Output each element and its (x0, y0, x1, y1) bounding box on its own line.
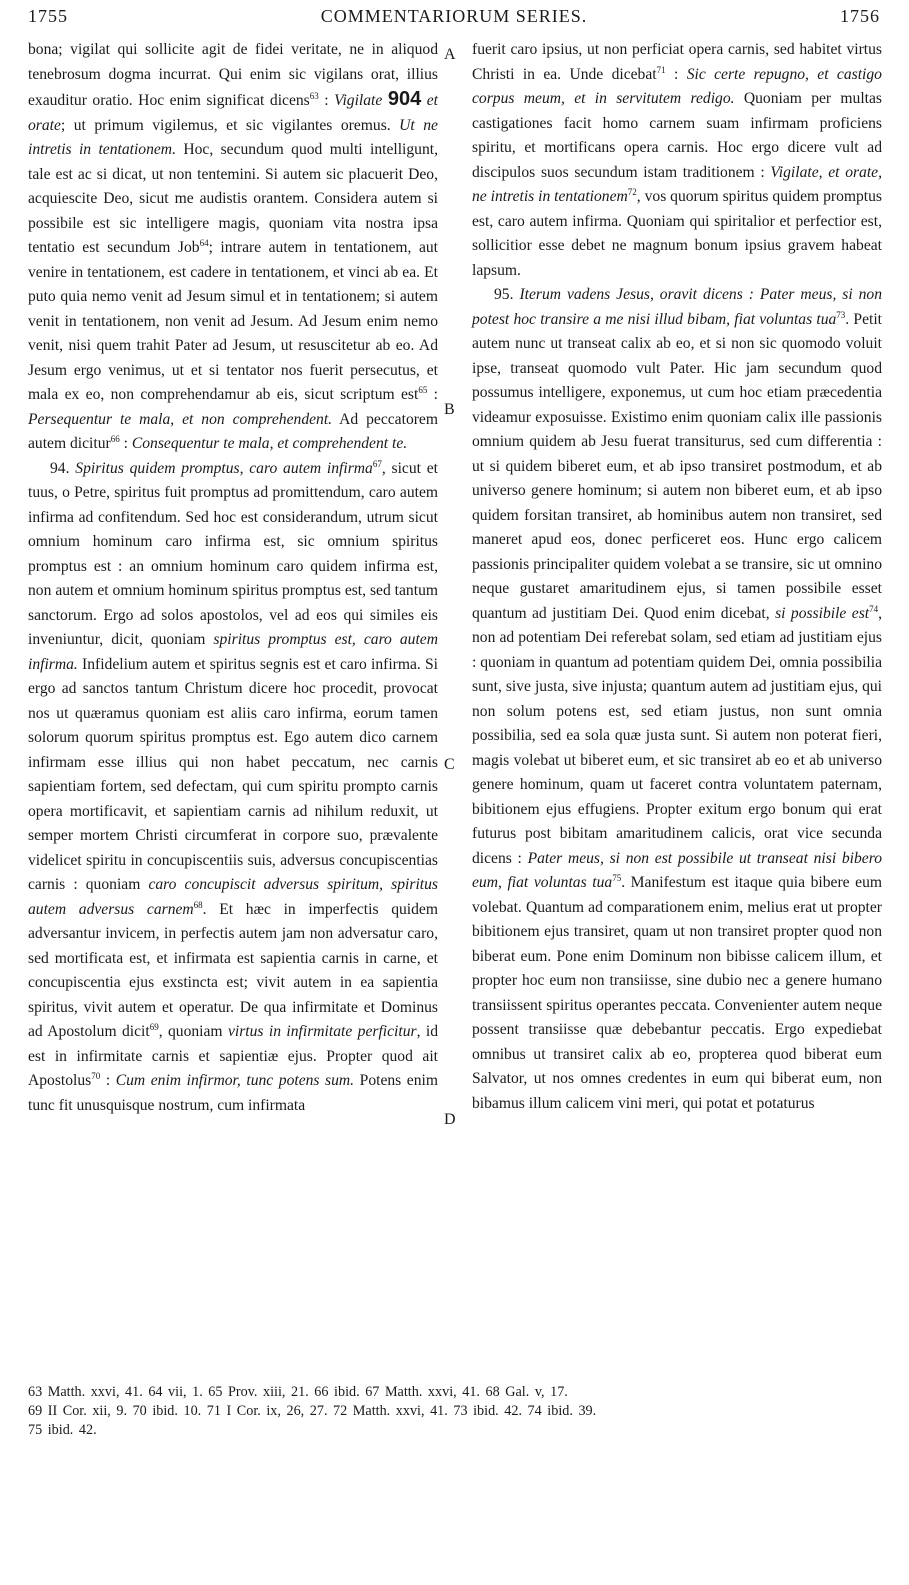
footnote-line: 63 Matth. xxvi, 41. 64 vii, 1. 65 Prov. xiii, 21. 66 ibid. 67 Matth. xxvi, 41. 68 Gal. v, 17. (28, 1384, 568, 1400)
right-column (472, 38, 882, 1116)
section-number: 95. (494, 286, 514, 303)
section-number: 94. (50, 459, 70, 477)
running-title: COMMENTARIORUM SERIES. (320, 6, 588, 26)
margin-marker-d: D (444, 1111, 456, 1128)
paragraph: bona; vigilat qui sollicite agit de fidei veritate, ne in aliquod tenebrosum dogma incurrat. Qui enim sic vigilans orat, illius exauditur oratio. Hoc enim significat dicens$^{63}$ : Vigilate 904 et orate; ut primum vigilemus, et sic vigilantes oremus. Ut ne intretis in tentationem. Hoc, secundum quod multi intelligunt, tale est ac si dicat, ut non tentemini. Si autem sic placuerit Deo, acquiescite Deo, sicut me audistis orantem. Considera autem si possibile est sic intelligere magis, quoniam vita nostra ipsa tentatio est secundum Job$^{64}$; intrare autem in tentationem, aut venire in tentationem, est cadere in tentationem, et vinci ab ea. Et puto quia nemo venit ad Jesum simul et in tentationem; si autem venit in tentationem, non venit ad Jesum. Ad Jesum enim nemo venit, nisi quem trahit Pater ad Jesum, ut resuscitetur ab eo. Ad Jesum ergo venimus, ut et si tentator nos fuerit persecutus, et mala ex eo, non comprehendamur ab eis, sicut scriptum est$^{65}$ : Persequentur te mala, et non comprehendent. Ad peccatorem autem dicitur$^{66}$ : Consequentur te mala, et comprehendent te. (28, 41, 438, 452)
margin-marker-c: C (444, 756, 455, 773)
margin-marker-a: A (444, 46, 456, 63)
paragraph: fuerit caro ipsius, ut non perficiat opera carnis, sed habitet virtus Christi in ea. Unde dicebat$^{71}$ : Sic certe repugno, et castigo corpus meum, et in servitutem redigo. Quoniam per multas castigationes facit homo carnem suam infirmam proficiens spiritu, et mortificans opera carnis. Hoc ergo dicere vult ad discipulos suos secundum istam traditionem : Vigilate, et orate, ne intretis in tentationem$^{72}$, vos quorum spiritus quidem promptus est, caro autem infirma. Quoniam qui spiritalior et perfectior est, sollicitior esse debet ne magnum bonum ipsius gravem habeat lapsum. (472, 41, 883, 279)
page-number-left: 1755 (28, 6, 68, 26)
footnote-line: 69 II Cor. xii, 9. 70 ibid. 10. 71 I Cor. ix, 26, 27. 72 Matth. xxvi, 41. 73 ibid. 42. 74 ibid. 39. (28, 1403, 597, 1419)
column-number: 904 (387, 88, 422, 110)
running-header (28, 6, 880, 36)
left-column (28, 38, 438, 1118)
footnote-line: 75 ibid. 42. (28, 1422, 97, 1438)
paragraph: 95. Iterum vadens Jesus, oravit dicens : Pater meus, si non potest hoc transire a me nisi illud bibam, fiat voluntas tua$^{73}$. Petit autem nunc ut transeat calix ab eo, et si non sic quomodo voluit ipse, transeat quomodo vult Pater. Hic jam secundum quod possumus intelligere, exponemus, ut cum hoc etiam præcedentia videamur exposuisse. Existimo enim quoniam calix ille passionis omnium quidem ab Jesu fuerat transiturus, sed cum differentia : ut si quidem biberet eum, et ab ipso transiret postmodum, et ab universo genere hominum; si autem non biberet eum, et ab ipso quidem forsitan transiret, ab hominibus autem non transiret, sed maneret apud eos, donec perficeret eos. Hunc ergo calicem passionis principaliter quidem volebat a se transire, sic ut omnino neque gustaret amaritudinem ejus, si tamen possibile esset quantum ad justitiam Dei. Quod enim dicebat, si possibile est$^{74}$, non ad potentiam Dei referebat solam, sed etiam ad justitiam ejus : quoniam in quantum ad potentiam quidem Dei, omnia possibilia sunt, sive justa, sive injusta; quantum autem ad justitiam ejus, qui non solum potens est, sed etiam justus, non sunt omnia possibilia, sed ea sola quæ justa sunt. Si autem non poterat fieri, magis volebat ut biberet eum, et sic transiret ab eo et ab universo genere hominum, quam ut faceret contra voluntatem paternam, bibitionem ejus effugiens. Propter exitum ergo bonum qui erat futurus post bibitam amaritudinem calicis, orat vice secunda dicens : Pater meus, si non est possibile ut transeat nisi bibero eum, fiat voluntas tua$^{75}$. Manifestum est itaque quia bibere eum volebat. Quantum ad comparationem enim, melius erat ut propter bibitionem ejus transiret, quam ut non transiret propter quod non biberat eum. Pone enim Dominum non bibisse calicem illum, et propter hoc eum non transiisse, sine dubio nec a genere humano transiissent spiritus operantes peccata. Convenienter autem neque possent transiisse quæ debebantur peccatis. Ergo expediebat omnibus ut transiret calix ab eo, propterea quod biberat eum Salvator, ut nos omnes credentes in eum qui biberat eum, non bibamus illum calicem vini meri, qui potat et potaturus (472, 286, 883, 1112)
paragraph: 94. Spiritus quidem promptus, caro autem infirma$^{67}$, sicut et tuus, o Petre, spiritus fuit promptus ad promittendum, caro autem infirma ad confitendum. Sed hoc est considerandum, utrum sicut omnium hominum caro infirma est, sic omnium spiritus promptus est : an omnium hominum caro quidem infirma est, non autem et omnium hominum spiritus promptus est, sed tantum sanctorum. Ergo ad solos apostolos, vel ad eos qui similes eis inveniuntur, dicit, quoniam spiritus promptus est, caro autem infirma. Infidelium autem et spiritus segnis est et caro infirma. Si ergo ad sanctos tantum Christum dicere hoc procedit, provocat nos ut quæramus quoniam est aliis caro infirma, eorum tamen solorum quorum spiritus promptus est. Ego autem dico carnem infirmam esse illius qui non habet peccatum, nec carnis sapientiam fortem, sed defectam, qui cum spiritu prompto carnis opera mortificavit, et sapientiam carnis ad nihilum reduxit, ut semper mortem Christi circumferat in corpore suo, prævalente videlicet spiritu in concupiscentiis suis, adversus concupiscentias carnis : quoniam caro concupiscit adversus spiritum, spiritus autem adversus carnem$^{68}$. Et hæc in imperfectis quidem adversantur invicem, in perfectis autem jam non adversatur caro, sed mortificata est, et infirmata est sapientia carnis in carne, et concupiscentia ejus exstincta est; vivit autem in ea sapientia spiritus, vivit autem et operatur. De qua infirmitate et Dominus ad Apostolum dicit$^{69}$, quoniam virtus in infirmitate perficitur, id est in infirmitate carnis et sapientiæ ejus. Propter quod ait Apostolus$^{70}$ : Cum enim infirmor, tunc potens sum. Potens enim tunc fit unusquisque nostrum, cum infirmata (28, 458, 438, 1114)
footnotes (28, 1383, 888, 1440)
page-number-right: 1756 (840, 6, 880, 26)
margin-marker-b: B (444, 401, 455, 418)
